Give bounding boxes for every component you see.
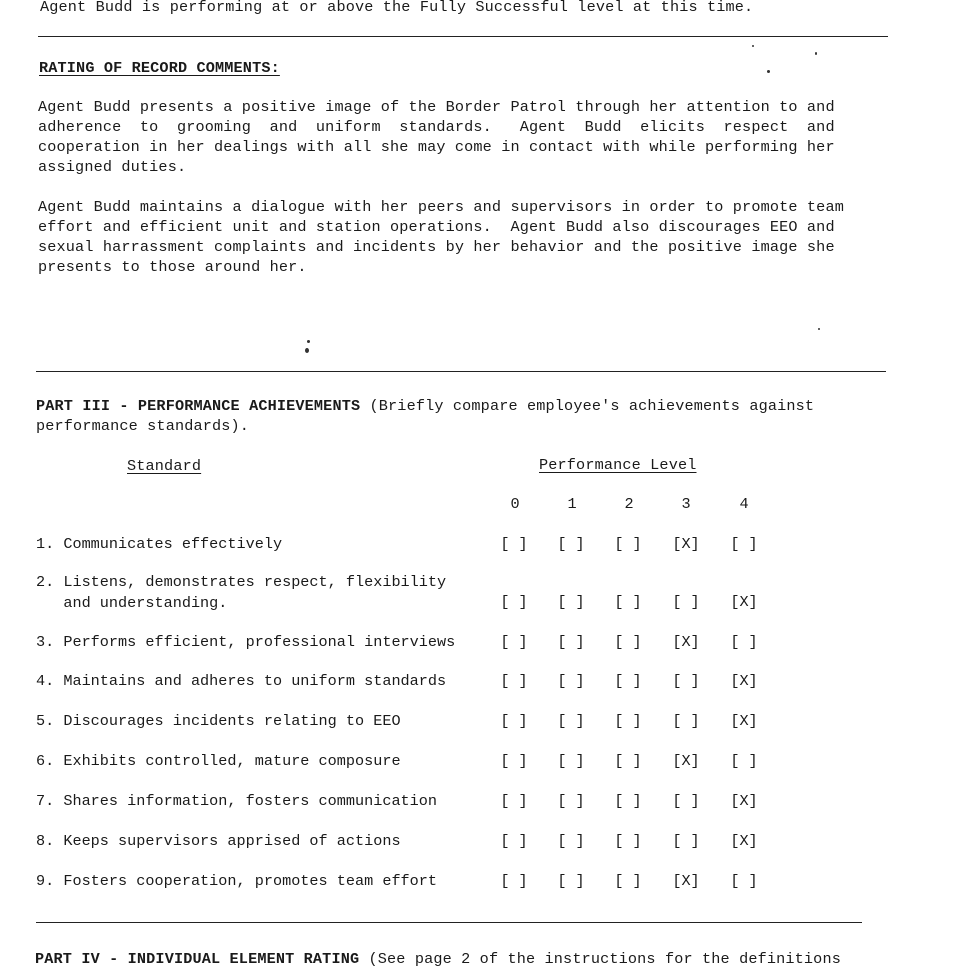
paragraph-line: adherence to grooming and uniform standards. Agent Budd elicits respect and: [38, 118, 835, 136]
rating-checkbox: [ ]: [557, 535, 585, 553]
rating-checkbox: [X]: [730, 593, 758, 611]
paragraph-line: assigned duties.: [38, 158, 187, 176]
level-2: 2: [624, 495, 634, 513]
rating-checkbox: [ ]: [614, 872, 642, 890]
paragraph-line: sexual harrassment complaints and incidents by her behavior and the positive image she: [38, 238, 835, 256]
paragraph-line: Agent Budd presents a positive image of the Border Patrol through her attention to and: [38, 98, 835, 116]
rating-checkbox: [X]: [730, 832, 758, 850]
standard-label: 4. Maintains and adheres to uniform standards: [36, 672, 447, 690]
column-header-standard: Standard: [127, 457, 202, 475]
standard-label: 8. Keeps supervisors apprised of actions: [36, 832, 401, 850]
rating-checkbox: [ ]: [614, 712, 642, 730]
rating-checkbox: [ ]: [730, 535, 758, 553]
rating-checkbox: [ ]: [500, 672, 528, 690]
rating-checkbox: [X]: [730, 712, 758, 730]
rating-checkbox: [ ]: [557, 792, 585, 810]
rating-checkbox: [ ]: [557, 752, 585, 770]
standard-label: 3. Performs efficient, professional interviews: [36, 633, 456, 651]
part4-heading-title: PART IV - INDIVIDUAL ELEMENT RATING: [35, 950, 360, 968]
rating-checkbox: [ ]: [614, 535, 642, 553]
rating-checkbox: [ ]: [672, 792, 700, 810]
rating-checkbox: [ ]: [614, 633, 642, 651]
standard-label: 9. Fosters cooperation, promotes team effort: [36, 872, 438, 890]
part3-heading-line2: performance standards).: [36, 417, 250, 435]
rating-checkbox: [X]: [672, 752, 700, 770]
rating-checkbox: [X]: [672, 535, 700, 553]
part4-heading: [35, 949, 841, 969]
divider: [36, 371, 886, 372]
part3-heading: [36, 396, 814, 416]
rating-checkbox: [ ]: [500, 593, 528, 611]
rating-checkbox: [ ]: [614, 832, 642, 850]
rating-checkbox: [ ]: [500, 752, 528, 770]
rating-checkbox: [ ]: [500, 792, 528, 810]
rating-checkbox: [ ]: [730, 633, 758, 651]
rating-checkbox: [ ]: [557, 872, 585, 890]
rating-checkbox: [ ]: [672, 672, 700, 690]
rating-checkbox: [ ]: [672, 593, 700, 611]
rating-checkbox: [ ]: [500, 633, 528, 651]
rating-checkbox: [ ]: [614, 752, 642, 770]
rating-checkbox: [X]: [672, 633, 700, 651]
level-0: 0: [510, 495, 520, 513]
rating-checkbox: [ ]: [500, 872, 528, 890]
rating-checkbox: [ ]: [500, 712, 528, 730]
paragraph-line: effort and efficient unit and station operations. Agent Budd also discourages EEO and: [38, 218, 835, 236]
rating-checkbox: [ ]: [557, 672, 585, 690]
rating-checkbox: [ ]: [557, 712, 585, 730]
rating-checkbox: [ ]: [672, 712, 700, 730]
rating-checkbox: [ ]: [730, 752, 758, 770]
scan-speck: [305, 348, 309, 353]
standard-label: 6. Exhibits controlled, mature composure: [36, 752, 401, 770]
paragraph-line: Agent Budd maintains a dialogue with her peers and supervisors in order to promote team: [38, 198, 844, 216]
rating-checkbox: [ ]: [557, 593, 585, 611]
standard-label-continued: and understanding.: [36, 594, 228, 612]
rating-checkbox: [ ]: [614, 672, 642, 690]
level-4: 4: [739, 495, 749, 513]
rating-checkbox: [X]: [730, 672, 758, 690]
rating-checkbox: [ ]: [500, 535, 528, 553]
rating-checkbox: [ ]: [614, 792, 642, 810]
rating-checkbox: [X]: [672, 872, 700, 890]
level-3: 3: [681, 495, 691, 513]
paragraph-line: presents to those around her.: [38, 258, 307, 276]
level-1: 1: [567, 495, 577, 513]
paragraph-line: cooperation in her dealings with all she may come in contact with while performing her: [38, 138, 835, 156]
rating-checkbox: [ ]: [557, 633, 585, 651]
scan-speck: [307, 340, 310, 343]
standard-label: 5. Discourages incidents relating to EEO: [36, 712, 401, 730]
divider: [36, 922, 862, 923]
rating-checkbox: [ ]: [500, 832, 528, 850]
rating-checkbox: [ ]: [557, 832, 585, 850]
top-summary-line: Agent Budd is performing at or above the Fully Successful level at this time.: [40, 0, 754, 16]
scan-speck: [767, 70, 770, 73]
scan-speck: [752, 45, 754, 47]
standard-label: 1. Communicates effectively: [36, 535, 283, 553]
part3-heading-title: PART III - PERFORMANCE ACHIEVEMENTS: [36, 397, 361, 415]
part3-heading-note: (Briefly compare employee's achievements against: [360, 397, 815, 415]
scan-speck: [818, 328, 820, 330]
rating-checkbox: [X]: [730, 792, 758, 810]
standard-label: 2. Listens, demonstrates respect, flexibility: [36, 573, 447, 591]
standard-label: 7. Shares information, fosters communication: [36, 792, 438, 810]
rating-checkbox: [ ]: [730, 872, 758, 890]
rating-comments-heading: RATING OF RECORD COMMENTS:: [39, 59, 280, 77]
rating-checkbox: [ ]: [614, 593, 642, 611]
column-header-performance-level: Performance Level: [539, 456, 697, 474]
part4-heading-note: (See page 2 of the instructions for the definitions: [359, 950, 841, 968]
rating-checkbox: [ ]: [672, 832, 700, 850]
scan-speck: [815, 52, 817, 55]
divider: [38, 36, 888, 37]
